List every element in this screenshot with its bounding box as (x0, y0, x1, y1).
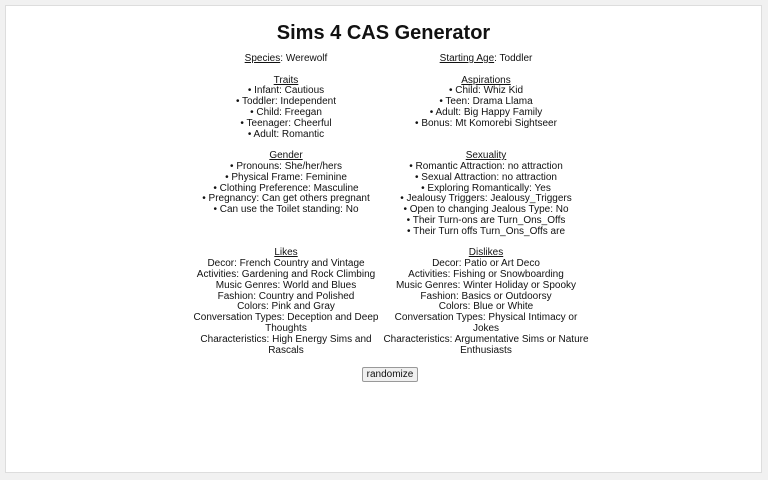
sexuality-item: • Jealousy Triggers: Jealousy_Triggers (400, 193, 572, 205)
dislikes-item: Music Genres: Winter Holiday or Spooky (395, 279, 577, 291)
species-value: Werewolf (285, 53, 328, 64)
aspirations-section (382, 76, 590, 141)
dislikes-item: Colors: Blue or White (438, 301, 534, 313)
likes-item: Decor: French Country and Vintage (207, 258, 365, 270)
traits-item: • Child: Freegan (250, 106, 322, 118)
gender-section (190, 151, 382, 237)
traits-item: • Toddler: Independent (235, 96, 337, 108)
likes-item: Characteristics: High Energy Sims and Rascals (200, 333, 372, 356)
sexuality-item: • Sexual Attraction: no attraction (415, 171, 557, 183)
likes-item: Activities: Gardening and Rock Climbing (196, 268, 376, 280)
aspirations-item: • Teen: Drama Llama (439, 96, 533, 108)
sexuality-section (382, 151, 590, 237)
sexuality-item: • Their Turn-ons are Turn_Ons_Offs (406, 214, 566, 226)
gender-item: • Can use the Toilet standing: No (213, 204, 359, 216)
gender-item: • Physical Frame: Feminine (225, 171, 347, 183)
aspirations-item: • Child: Whiz Kid (448, 85, 524, 97)
gender-item: • Pregnancy: Can get others pregnant (202, 193, 370, 205)
dislikes-item: Fashion: Basics or Outdoorsy (420, 290, 552, 302)
aspirations-heading: Aspirations (461, 74, 511, 86)
sexuality-item: • Open to changing Jealous Type: No (403, 204, 569, 216)
likes-item: Colors: Pink and Gray (237, 301, 335, 313)
gender-item: • Clothing Preference: Masculine (213, 182, 359, 194)
likes-section (190, 248, 382, 356)
dislikes-item: Conversation Types: Physical Intimacy or Jokes (394, 312, 578, 334)
sexuality-item: • Exploring Romantically: Yes (421, 182, 551, 194)
traits-heading: Traits (273, 74, 299, 86)
gender-heading: Gender (269, 150, 303, 162)
dislikes-item: Characteristics: Argumentative Sims or Nature Enthusiasts (383, 333, 589, 356)
traits-section (190, 76, 382, 141)
likes-item: Fashion: Country and Polished (217, 290, 355, 302)
main-card (5, 5, 762, 473)
sexuality-item: • Romantic Attraction: no attraction (409, 160, 563, 172)
dislikes-item: Decor: Patio or Art Deco (432, 258, 540, 270)
traits-item: • Infant: Cautious (247, 85, 325, 97)
sexuality-item: • Their Turn offs Turn_Ons_Offs are (406, 225, 566, 237)
dislikes-item: Activities: Fishing or Snowboarding (408, 268, 564, 280)
aspirations-item: • Bonus: Mt Komorebi Sightseer (415, 117, 557, 129)
cas-results (190, 54, 590, 382)
likes-item: Music Genres: World and Blues (215, 279, 357, 291)
dislikes-heading: Dislikes (468, 247, 504, 259)
gender-item: • Pronouns: She/her/hers (230, 160, 342, 172)
randomize-button[interactable]: randomize (362, 367, 419, 382)
species-section: Species: Werewolf (244, 53, 328, 64)
dislikes-section (382, 248, 590, 356)
traits-item: • Adult: Romantic (247, 128, 325, 140)
likes-heading: Likes (274, 247, 298, 259)
species-label: Species (244, 53, 281, 64)
button-row (190, 367, 590, 382)
starting-age-value: Toddler (499, 53, 533, 64)
sexuality-heading: Sexuality (465, 150, 507, 162)
likes-item: Conversation Types: Deception and Deep Thoughts (193, 312, 379, 334)
aspirations-item: • Adult: Big Happy Family (429, 106, 543, 118)
traits-item: • Teenager: Cheerful (240, 117, 332, 129)
starting-age-section: Starting Age: Toddler (439, 53, 533, 64)
page-title: Sims 4 CAS Generator (276, 22, 491, 44)
starting-age-label: Starting Age (439, 53, 495, 64)
